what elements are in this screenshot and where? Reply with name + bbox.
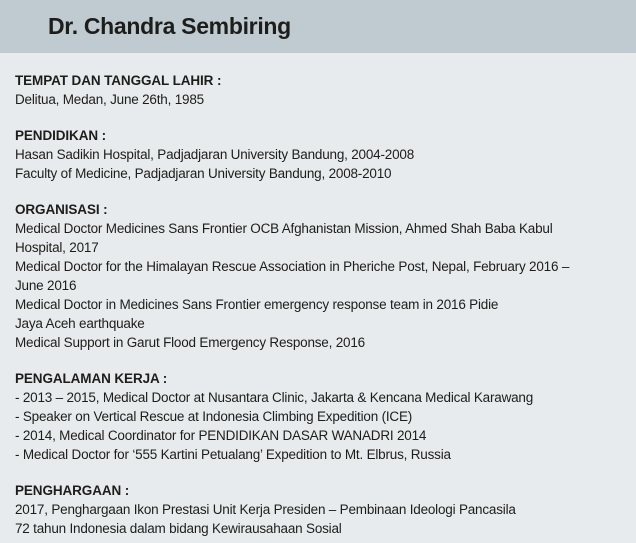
profile-name: Dr. Chandra Sembiring bbox=[48, 13, 291, 39]
section-line: - 2014, Medical Coordinator for PENDIDIKAN DASAR WANADRI 2014 bbox=[15, 428, 427, 443]
cv-section bbox=[15, 71, 620, 109]
section-line: Faculty of Medicine, Padjadjaran University Bandung, 2008-2010 bbox=[15, 166, 392, 181]
section-line: Jaya Aceh earthquake bbox=[15, 316, 145, 331]
section-line: - 2013 – 2015, Medical Doctor at Nusantara Clinic, Jakarta & Kencana Medical Karawang bbox=[15, 390, 534, 405]
section-title: ORGANISASI : bbox=[15, 202, 108, 217]
section-line: - Medical Doctor for ‘555 Kartini Petualang’ Expedition to Mt. Elbrus, Russia bbox=[15, 447, 451, 462]
section-line: Delitua, Medan, June 26th, 1985 bbox=[15, 92, 204, 107]
section-line: Medical Support in Garut Flood Emergency Response, 2016 bbox=[15, 335, 365, 350]
section-title: TEMPAT DAN TANGGAL LAHIR : bbox=[15, 73, 222, 88]
section-line: 2017, Penghargaan Ikon Prestasi Unit Kerja Presiden – Pembinaan Ideologi Pancasila bbox=[15, 502, 516, 517]
profile-header bbox=[0, 0, 636, 53]
cv-section bbox=[15, 200, 620, 352]
section-line: Medical Doctor in Medicines Sans Frontier emergency response team in 2016 Pidie bbox=[15, 297, 499, 312]
section-line: June 2016 bbox=[15, 278, 77, 293]
profile-body bbox=[0, 53, 636, 538]
section-line: 72 tahun Indonesia dalam bidang Kewirausahaan Sosial bbox=[15, 521, 342, 536]
section-line: Hospital, 2017 bbox=[15, 240, 99, 255]
cv-section bbox=[15, 369, 620, 464]
cv-section bbox=[15, 481, 620, 538]
section-line: Medical Doctor for the Himalayan Rescue Association in Pheriche Post, Nepal, February 2016 – bbox=[15, 259, 570, 274]
section-line: Hasan Sadikin Hospital, Padjadjaran University Bandung, 2004-2008 bbox=[15, 147, 415, 162]
cv-section bbox=[15, 126, 620, 183]
section-line: Medical Doctor Medicines Sans Frontier OCB Afghanistan Mission, Ahmed Shah Baba Kabul bbox=[15, 221, 553, 236]
section-title: PENDIDIKAN : bbox=[15, 128, 107, 143]
section-title: PENGHARGAAN : bbox=[15, 483, 130, 498]
section-line: - Speaker on Vertical Rescue at Indonesia Climbing Expedition (ICE) bbox=[15, 409, 413, 424]
section-title: PENGALAMAN KERJA : bbox=[15, 371, 168, 386]
